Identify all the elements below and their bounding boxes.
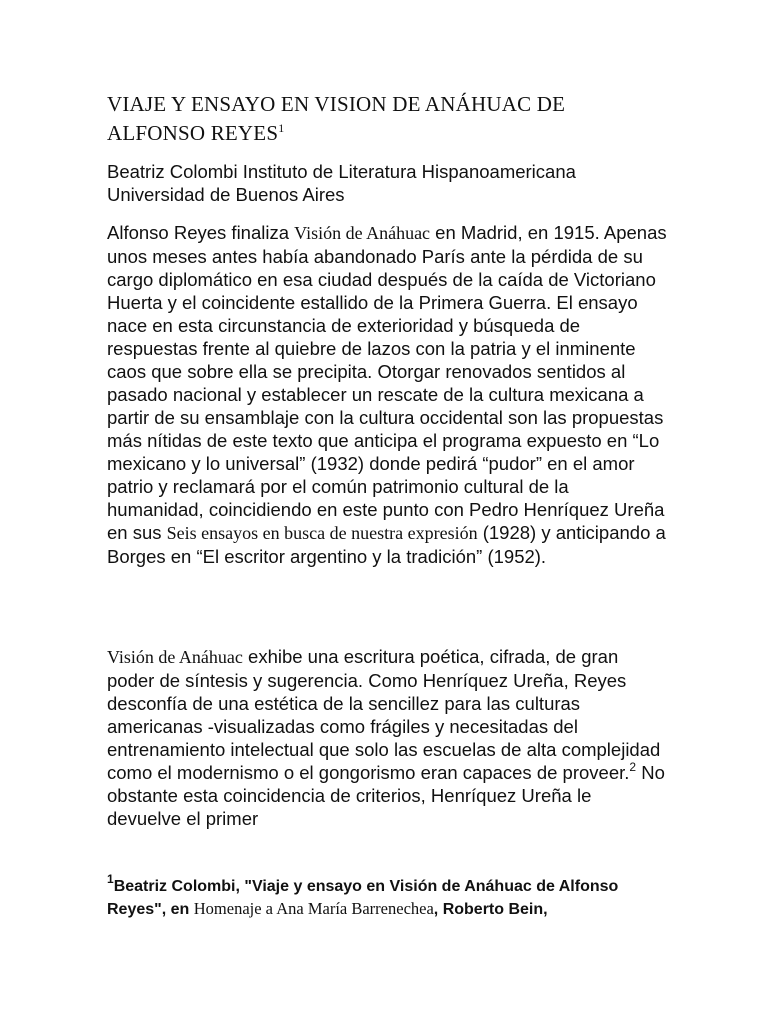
paragraph-1: [107, 221, 667, 568]
paragraph-2: [107, 645, 667, 830]
paragraph-1-text-b: en Madrid, en 1915. Apenas unos meses antes había abandonado París ante la pérdida de su cargo diplomático en esa ciudad después de la caída de Victoriano Huerta y el coincidente estallido de la Primera Guerra. El ensayo nace en esta circunstancia de exterioridad y búsqueda de respuestas frente al quiebre de lazos con la patria y el inminente caos que sobre ella se precipita. Otorgar renovados sentidos al pasado nacional y establecer un rescate de la cultura mexicana a partir de su ensamblaje con la cultura occidental son las propuestas más nítidas de este texto que anticipa el programa expuesto en “Lo mexicano y lo universal” (1932) donde pedirá “pudor” en el amor patrio y reclamará por el común patrimonio cultural de la humanidad, coincidiendo en este punto con Pedro Henríquez Ureña en sus: [107, 222, 667, 543]
paragraph-1-text-a: Alfonso Reyes finaliza: [107, 222, 295, 243]
footnote-ref-2[interactable]: 2: [629, 760, 637, 774]
footnote-1: [107, 872, 667, 921]
book-title-vision-de-anahuac: Visión de Anáhuac: [294, 223, 431, 243]
footnote-1-text-a: Beatriz Colombi, "Viaje y ensayo en Visión de Anáhuac de Alfonso Reyes", en: [107, 878, 619, 918]
title-footnote-ref[interactable]: 1: [278, 121, 285, 135]
paragraph-2-text-b: No obstante esta coincidencia de criterios, Henríquez Ureña le devuelve el primer: [107, 762, 665, 829]
paragraph-2-text-a: exhibe una escritura poética, cifrada, de gran poder de síntesis y sugerencia. Como Henríquez Ureña, Reyes desconfía de una estética de la sencillez para las culturas americanas -visualizadas como frágiles y necesitadas del entrenamiento intelectual que solo las escuelas de alta complejidad como el modernismo o el gongorismo eran capaces de proveer.: [107, 646, 661, 783]
footnote-book-title: Homenaje a Ana María Barrenechea: [193, 899, 434, 918]
book-title-vision-de-anahuac-2: Visión de Anáhuac: [107, 647, 243, 667]
document-title: [107, 90, 667, 148]
title-text: VIAJE Y ENSAYO EN VISION DE ANÁHUAC DE ALFONSO REYES: [107, 92, 566, 145]
paragraph-1-text-c: (1928) y anticipando a Borges en “El escritor argentino y la tradición” (1952).: [107, 522, 666, 567]
footnote-1-text-b: , Roberto Bein,: [433, 901, 548, 918]
footnote-1-marker: 1: [107, 872, 114, 886]
book-title-seis-ensayos: Seis ensayos en busca de nuestra expresión: [166, 523, 478, 543]
author-affiliation: Beatriz Colombi Instituto de Literatura Hispanoamericana Universidad de Buenos Aires: [107, 161, 576, 205]
